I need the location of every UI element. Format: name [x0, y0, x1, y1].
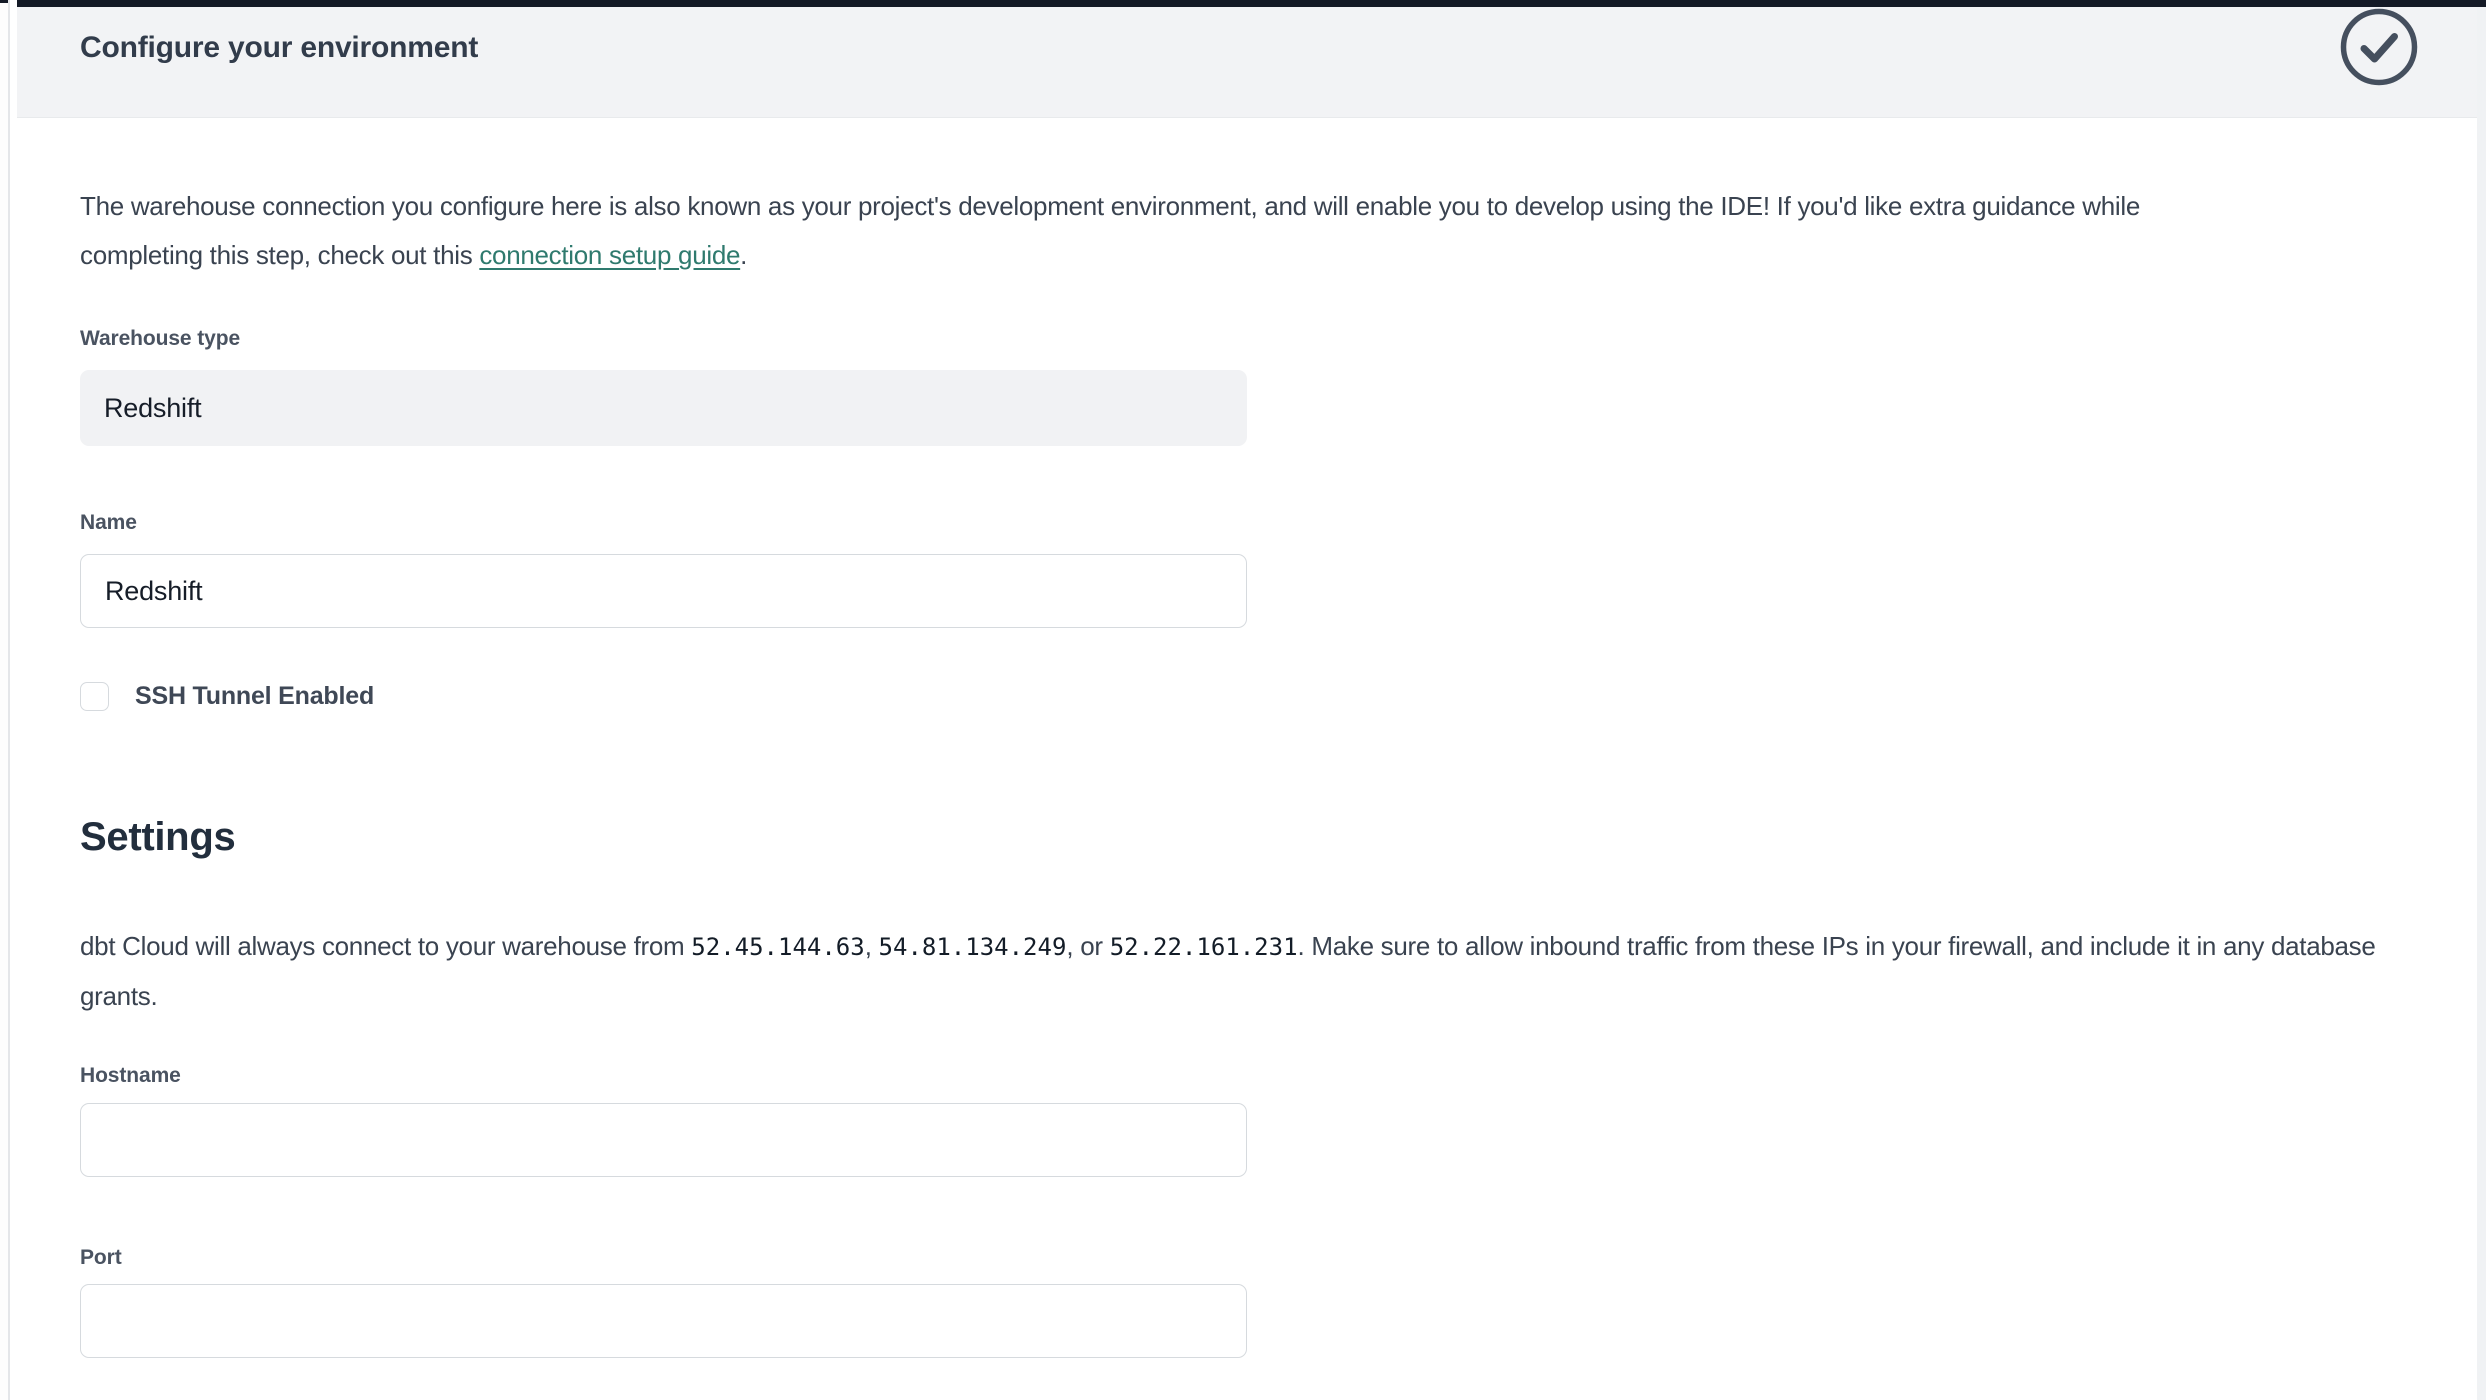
- note-text-2: . Make sure to allow inbound traffic from these IPs in your firewall, and include it in any database grants.: [80, 931, 2376, 1011]
- warehouse-type-label: Warehouse type: [80, 327, 241, 350]
- hostname-label: Hostname: [80, 1064, 181, 1087]
- main-content: [17, 182, 2486, 1358]
- port-input[interactable]: [80, 1284, 1247, 1358]
- connection-setup-guide-link[interactable]: connection setup guide: [479, 240, 741, 270]
- ssh-tunnel-checkbox[interactable]: [80, 682, 109, 711]
- ssh-tunnel-row: [80, 682, 2416, 711]
- ip-address-2: 54.81.134.249: [878, 933, 1067, 961]
- name-label: Name: [80, 511, 137, 534]
- ip-allowlist-note: [80, 922, 2416, 1021]
- check-circle-icon: [2339, 7, 2419, 87]
- note-sep-2: , or: [1066, 931, 1110, 961]
- note-sep-1: ,: [864, 931, 879, 961]
- configure-environment-panel: [17, 0, 2486, 1400]
- page-header: [17, 7, 2486, 118]
- name-input[interactable]: [80, 554, 1247, 628]
- settings-heading: Settings: [80, 815, 236, 859]
- note-text-1: dbt Cloud will always connect to your warehouse from: [80, 931, 692, 961]
- intro-text: The warehouse connection you configure here is also known as your project's development environment, and will enable you to develop using the IDE! If you'd like extra guidance while completing this step, check out this: [80, 191, 2140, 270]
- ip-address-1: 52.45.144.63: [691, 933, 865, 961]
- hostname-input[interactable]: [80, 1103, 1247, 1177]
- intro-paragraph: [80, 182, 2160, 280]
- ssh-tunnel-label: SSH Tunnel Enabled: [135, 682, 375, 710]
- left-rail: [0, 0, 8, 1400]
- scrollbar-track[interactable]: [2477, 7, 2486, 1400]
- intro-text-end: .: [740, 240, 748, 270]
- port-label: Port: [80, 1246, 122, 1269]
- page-title: Configure your environment: [80, 31, 479, 64]
- top-accent-bar: [17, 0, 2486, 7]
- left-divider: [8, 0, 10, 1400]
- ip-address-3: 52.22.161.231: [1109, 933, 1298, 961]
- warehouse-type-field: Redshift: [80, 370, 1247, 446]
